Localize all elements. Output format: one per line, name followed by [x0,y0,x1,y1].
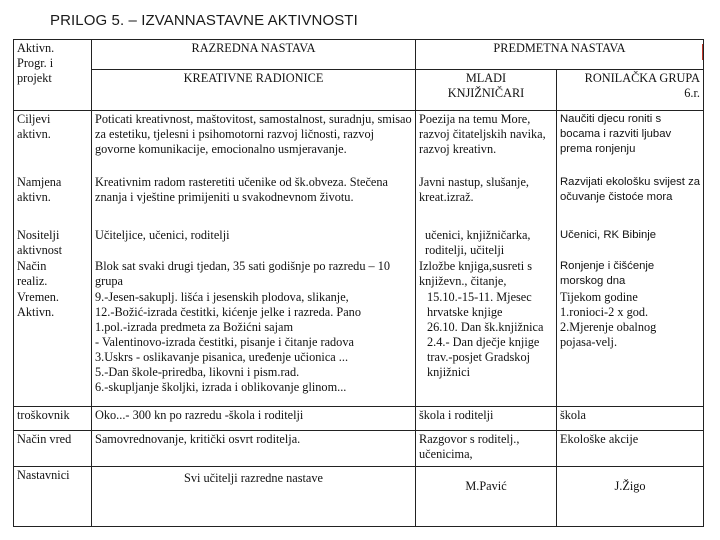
body-block-row [14,111,704,407]
mladi-vremen-line: 2.4.- Dan dječje knjige [427,335,540,349]
mladi-body-cell [416,111,557,407]
label-namjena-2: aktivn. [17,190,51,204]
kreativne-vremen-line: 9.-Jesen-sakuplj. lišća i jesenskih plodova, slikanje, [95,290,349,304]
razredna-header: RAZREDNA NASTAVA [92,40,416,70]
ronilacka-troskovnik: škola [557,407,704,431]
kreativne-vremen-line: 6.-skupljanje školjki, izrada i oblikovanje glinom... [95,380,347,394]
mladi-header-line-2: KNJIŽNIČARI [447,86,525,100]
label-nacin-1: Način [17,259,47,273]
ronilacka-vremen-line: 2.Mjerenje obalnog [560,320,657,334]
ronilacka-nositelji: Učenici, RK Bibinje [560,229,657,241]
kreativne-vred: Samovrednovanje, kritički osvrt roditelja. [92,431,416,467]
corner-cell [14,40,92,111]
kreativne-header: KREATIVNE RADIONICE [92,70,416,111]
label-nacin-2: realiz. [17,274,48,288]
mladi-vremen-line: knjižnici [427,365,471,379]
ronilacka-header-line-2: 6.r. [684,86,700,100]
kreativne-nositelji: Učiteljice, učenici, roditelji [95,228,230,242]
label-nositelji-1: Nositelji [17,228,60,242]
label-vred: Način vred [14,431,92,467]
kreativne-vremen-line: 3.Uskrs - oslikavanje pisanica, uređenje učionica ... [95,350,349,364]
mladi-troskovnik: škola i roditelji [416,407,557,431]
labels-cell [14,111,92,407]
kreativne-nacin: Blok sat svaki drugi tjedan, 35 sati godišnje po razredu – 10 grupa [95,259,391,288]
mladi-vremen-line: 15.10.-15-11. Mjesec [427,290,532,304]
ronilacka-ciljevi: Naučiti djecu roniti s bocama i razviti ljubav prema ronjenju [560,113,672,155]
kreativne-vremen-line: 1.pol.-izrada predmeta za Božićni sajam [95,320,294,334]
ronilacka-namjena: Razvijati ekološku svijest za očuvanje čistoće mora [560,176,701,203]
label-ciljevi-2: aktivn. [17,127,51,141]
mladi-vremen-line: trav.-posjet Gradskoj [427,350,531,364]
kreativne-troskovnik: Oko...- 300 kn po razredu -škola i roditelji [92,407,416,431]
activities-table [13,39,704,527]
predmetna-header [416,40,704,70]
label-namjena-1: Namjena [17,175,62,189]
label-nositelji-2: aktivnost [17,243,63,257]
nastavnici-row [14,467,704,527]
corner-line-2: Progr. i [17,56,54,70]
label-vremen-2: Aktivn. [17,305,55,319]
ronilacka-vremen-line: Tijekom godine [560,290,638,304]
label-ciljevi-1: Ciljevi [17,112,51,126]
mladi-header-line-1: MLADI [465,71,507,85]
corner-line-1: Aktivn. [17,41,55,55]
mladi-namjena: Javni nastup, slušanje, kreat.izraž. [419,175,529,204]
mladi-vremen-line: 26.10. Dan šk.knjižnica [427,320,544,334]
kreativne-vremen-line: - Valentinovo-izrada čestitki, pisanje i čitanje radova [95,335,354,349]
mladi-header [416,70,557,111]
kreativne-vremen-line: 12.-Božić-izrada čestitki, kićenje jelke i razreda. Pano [95,305,361,319]
mladi-nositelji: učenici, knjižničarka, roditelji, učitelji [425,228,531,257]
mladi-nastavnici: M.Pavić [416,467,557,527]
label-troskovnik: troškovnik [14,407,92,431]
kreativne-nastavnici: Svi učitelji razredne nastave [92,467,416,527]
corner-line-3: projekt [17,71,52,85]
ronilacka-header [557,70,704,111]
label-nastavnici: Nastavnici [14,467,92,527]
troskovnik-row [14,407,704,431]
ronilacka-vremen-line: pojasa-velj. [560,335,618,349]
kreativne-vremen-line: 5.-Dan škole-priredba, likovni i pism.rad. [95,365,300,379]
ronilacka-nastavnici: J.Žigo [557,467,704,527]
kreativne-vremen [95,290,412,395]
ronilacka-vremen [560,290,700,350]
label-vremen-1: Vremen. [17,290,59,304]
red-edge-mark [702,44,704,60]
header-row-1 [14,40,704,70]
mladi-nacin: Izložbe knjiga,susreti s književn., čitanje, [419,259,533,288]
ronilacka-header-line-1: RONILAČKA GRUPA [584,71,700,85]
vred-row [14,431,704,467]
mladi-vred: Razgovor s roditelj., učenicima, [416,431,557,467]
ronilacka-vremen-line: 1.ronioci-2 x god. [560,305,649,319]
kreativne-body-cell [92,111,416,407]
predmetna-label: PREDMETNA NASTAVA [493,41,626,55]
mladi-vremen-line: hrvatske knjige [427,305,503,319]
ronilacka-body-cell [557,111,704,407]
mladi-ciljevi: Poezija na temu More, razvoj čitateljskih navika, razvoj kreativn. [419,112,546,156]
ronilacka-nacin: Ronjenje i čišćenje morskog dna [560,260,655,287]
kreativne-ciljevi: Poticati kreativnost, maštovitost, samostalnost, suradnju, smisao za estetiku, tjelesni i psihomotorni razvoj ličnosti, razvoj govorne komunikacije, emocionalno usmjeravanje. [95,112,412,156]
page-title: PRILOG 5. – IZVANNASTAVNE AKTIVNOSTI [50,12,358,29]
ronilacka-vred: Ekološke akcije [557,431,704,467]
mladi-vremen [419,290,553,380]
header-row-2 [14,70,704,111]
kreativne-namjena: Kreativnim radom rasteretiti učenike od šk.obveza. Stečena znanja i vještine primijeniti u svakodnevnom životu. [95,175,388,204]
